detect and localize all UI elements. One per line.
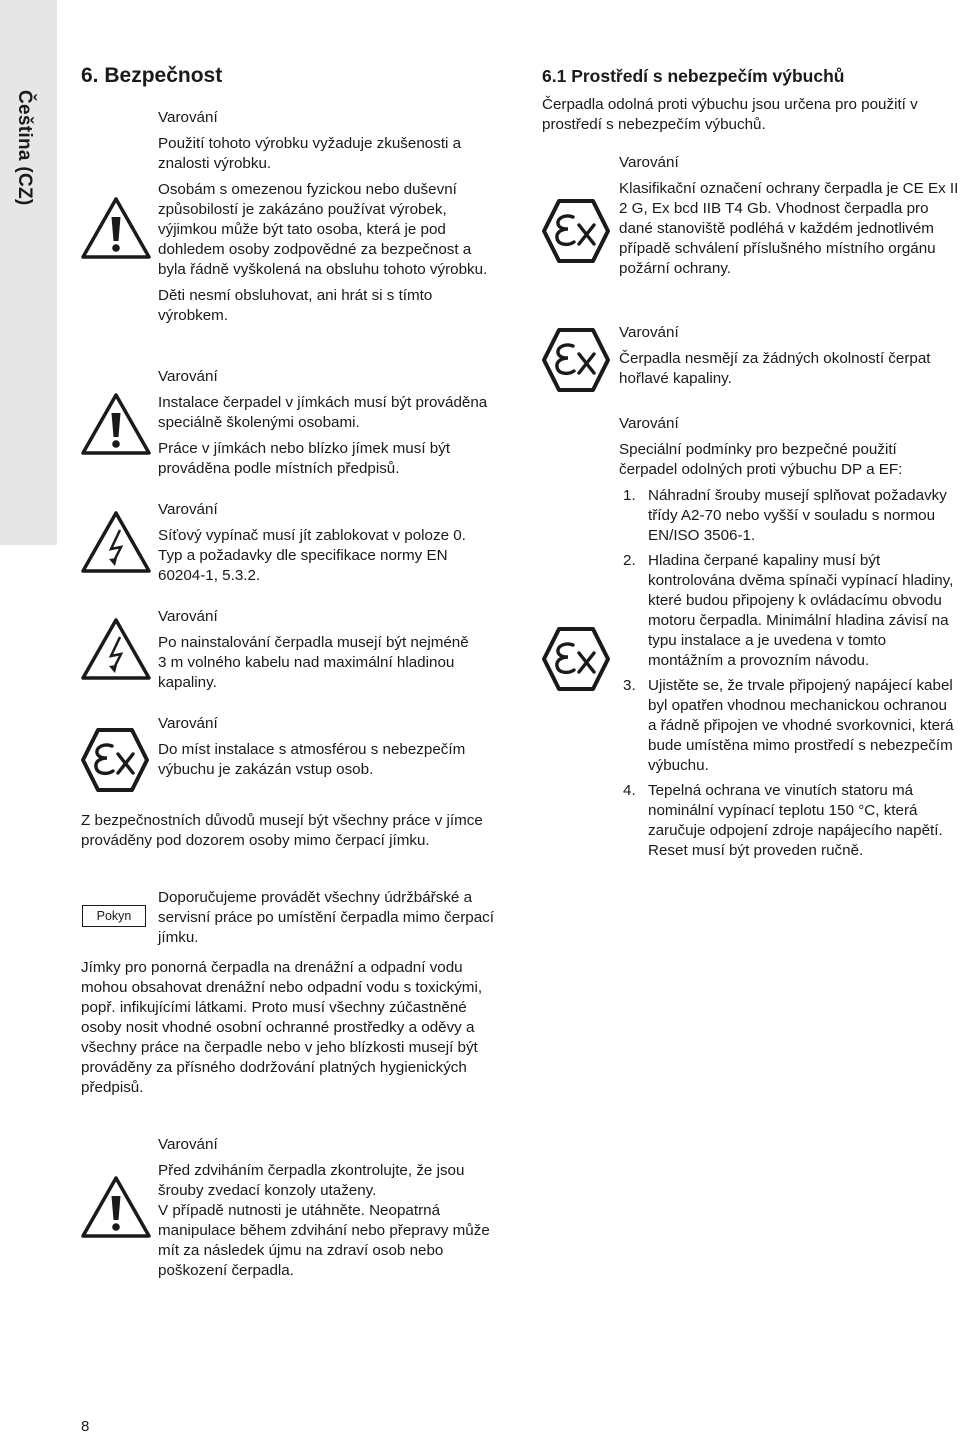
warning-block-1	[158, 108, 503, 326]
warning-text: Do míst instalace s atmosférou s nebezpečím výbuchu je zakázán vstup osob.	[158, 741, 466, 778]
list-item	[619, 781, 959, 861]
warning-block-2	[158, 367, 503, 479]
ex-warning-block-1	[619, 153, 959, 279]
list-item-text: Ujistěte se, že trvale připojený napájecí kabel byl opatřen vhodnou mechanickou ochranou a řádně připojen ve vhodné svorkovnici, která bude umístěna mimo prostředí s nebezpečím výbuchu.	[648, 677, 954, 774]
note-badge: Pokyn	[82, 905, 146, 927]
ex-explosion-icon	[541, 626, 611, 692]
subsection-title: 6.1 Prostředí s nebezpečím výbuchů	[542, 66, 845, 86]
warning-text: Práce v jímkách nebo blízko jímek musí být prováděna podle místních předpisů.	[158, 440, 451, 477]
warning-triangle-icon	[80, 1175, 152, 1239]
ex-warning-block-3	[619, 414, 959, 866]
warning-text: Síťový vypínač musí jít zablokovat v poloze 0. Typ a požadavky dle specifikace normy EN 60204-1, 5.3.2.	[158, 527, 466, 584]
warning-text: Klasifikační označení ochrany čerpadla je CE Ex II 2 G, Ex bcd IIB T4 Gb. Vhodnost čerpadla pro dané stanoviště podléhá v každém jednotlivém případě schválení příslušného místního orgánu požární ochrany.	[619, 180, 959, 277]
warning-block-4	[158, 607, 478, 693]
ex-explosion-icon	[541, 327, 611, 393]
language-tab-label: Čeština (CZ)	[14, 90, 35, 206]
list-item	[619, 676, 959, 776]
warning-text: Čerpadla nesmějí za žádných okolností čerpat hořlavé kapaliny.	[619, 350, 931, 387]
warning-block-6	[158, 1135, 503, 1281]
warning-label: Varování	[619, 324, 679, 341]
warning-text: V případě nutnosti je utáhněte. Neopatrná manipulace během zdvihání nebo přepravy může mít za následek újmu na zdraví osob nebo poškození čerpadla.	[158, 1202, 490, 1279]
electric-hazard-icon	[80, 510, 152, 574]
subsection-intro: Čerpadla odolná proti výbuchu jsou určena pro použití v prostředí s nebezpečím výbuchů.	[542, 96, 918, 133]
warning-text: Instalace čerpadel v jímkách musí být prováděna speciálně školenými osobami.	[158, 394, 488, 431]
section-title: 6. Bezpečnost	[81, 64, 223, 87]
warning-block-3	[158, 500, 478, 586]
list-item-text: Náhradní šrouby musejí splňovat požadavky třídy A2-70 nebo vyšší v souladu s normou EN/ISO 3506-1.	[648, 487, 947, 544]
warning-label: Varování	[158, 608, 218, 625]
warning-label: Varování	[158, 1136, 218, 1153]
warning-label: Varování	[619, 415, 679, 432]
warning-label: Varování	[158, 368, 218, 385]
list-item	[619, 486, 959, 546]
list-item	[619, 551, 959, 671]
warning-label: Varování	[158, 109, 218, 126]
warning-text: Použití tohoto výrobku vyžaduje zkušenosti a znalosti výrobku.	[158, 135, 462, 172]
warning-text: Před zdviháním čerpadla zkontrolujte, že jsou šrouby zvedací konzoly utaženy.	[158, 1162, 465, 1199]
body-paragraph: Jímky pro ponorná čerpadla na drenážní a odpadní vodu mohou obsahovat drenážní nebo odpadní vodu s toxickými, popř. infikujícími látkami. Proto musí všechny zúčastněné osoby nosit vhodné osobní ochranné prostředky a oděvy a všechny práce na čerpadle nebo v jeho blízkosti musejí být prováděny za přísného dodržování platných hygienických předpisů.	[81, 959, 483, 1096]
list-item-number: 1.	[623, 487, 636, 504]
warning-block-5	[158, 714, 503, 780]
warning-text: Po nainstalování čerpadla musejí být nejméně 3 m volného kabelu nad maximální hladinou kapaliny.	[158, 634, 469, 691]
warning-text: Speciální podmínky pro bezpečné použití čerpadel odolných proti výbuchu DP a EF:	[619, 441, 903, 478]
warning-label: Varování	[158, 501, 218, 518]
list-item-text: Hladina čerpané kapaliny musí být kontrolována dvěma spínači vypínací hladiny, které budou připojeny k ovládacímu obvodu motoru čerpadla. Minimální hladina závisí na typu instalace a je uvedena v tomto montážním a provozním návodu.	[648, 552, 954, 669]
warning-label: Varování	[158, 715, 218, 732]
warning-text: Děti nesmí obsluhovat, ani hrát si s tímto výrobkem.	[158, 287, 433, 324]
warning-triangle-icon	[80, 196, 152, 260]
body-paragraph: Z bezpečnostních důvodů musejí být všechny práce v jímce prováděny pod dozorem osoby mimo čerpací jímku.	[81, 812, 483, 849]
electric-hazard-icon	[80, 617, 152, 681]
list-item-number: 2.	[623, 552, 636, 569]
page-number: 8	[81, 1418, 90, 1435]
ex-warning-block-2	[619, 323, 954, 389]
list-item-number: 3.	[623, 677, 636, 694]
list-item-number: 4.	[623, 782, 636, 799]
ex-explosion-icon	[541, 198, 611, 264]
warning-text: Osobám s omezenou fyzickou nebo duševní způsobilostí je zakázáno používat výrobek, výjimkou může být tato osoba, která je pod dohledem osoby zodpovědné za bezpečnost a byla řádně vyškolená na obsluhu tohoto výrobku.	[158, 181, 488, 278]
warning-triangle-icon	[80, 392, 152, 456]
note-text: Doporučujeme provádět všechny údržbářské a servisní práce po umístění čerpadla mimo čerpací jímku.	[158, 889, 494, 946]
warning-label: Varování	[619, 154, 679, 171]
language-tab	[0, 0, 57, 545]
ex-explosion-icon	[80, 727, 150, 793]
list-item-text: Tepelná ochrana ve vinutích statoru má nominální vypínací teplotu 150 °C, která zaručuje odpojení zdroje napájecího napětí. Reset musí být proveden ručně.	[648, 782, 943, 859]
conditions-list	[619, 486, 959, 861]
